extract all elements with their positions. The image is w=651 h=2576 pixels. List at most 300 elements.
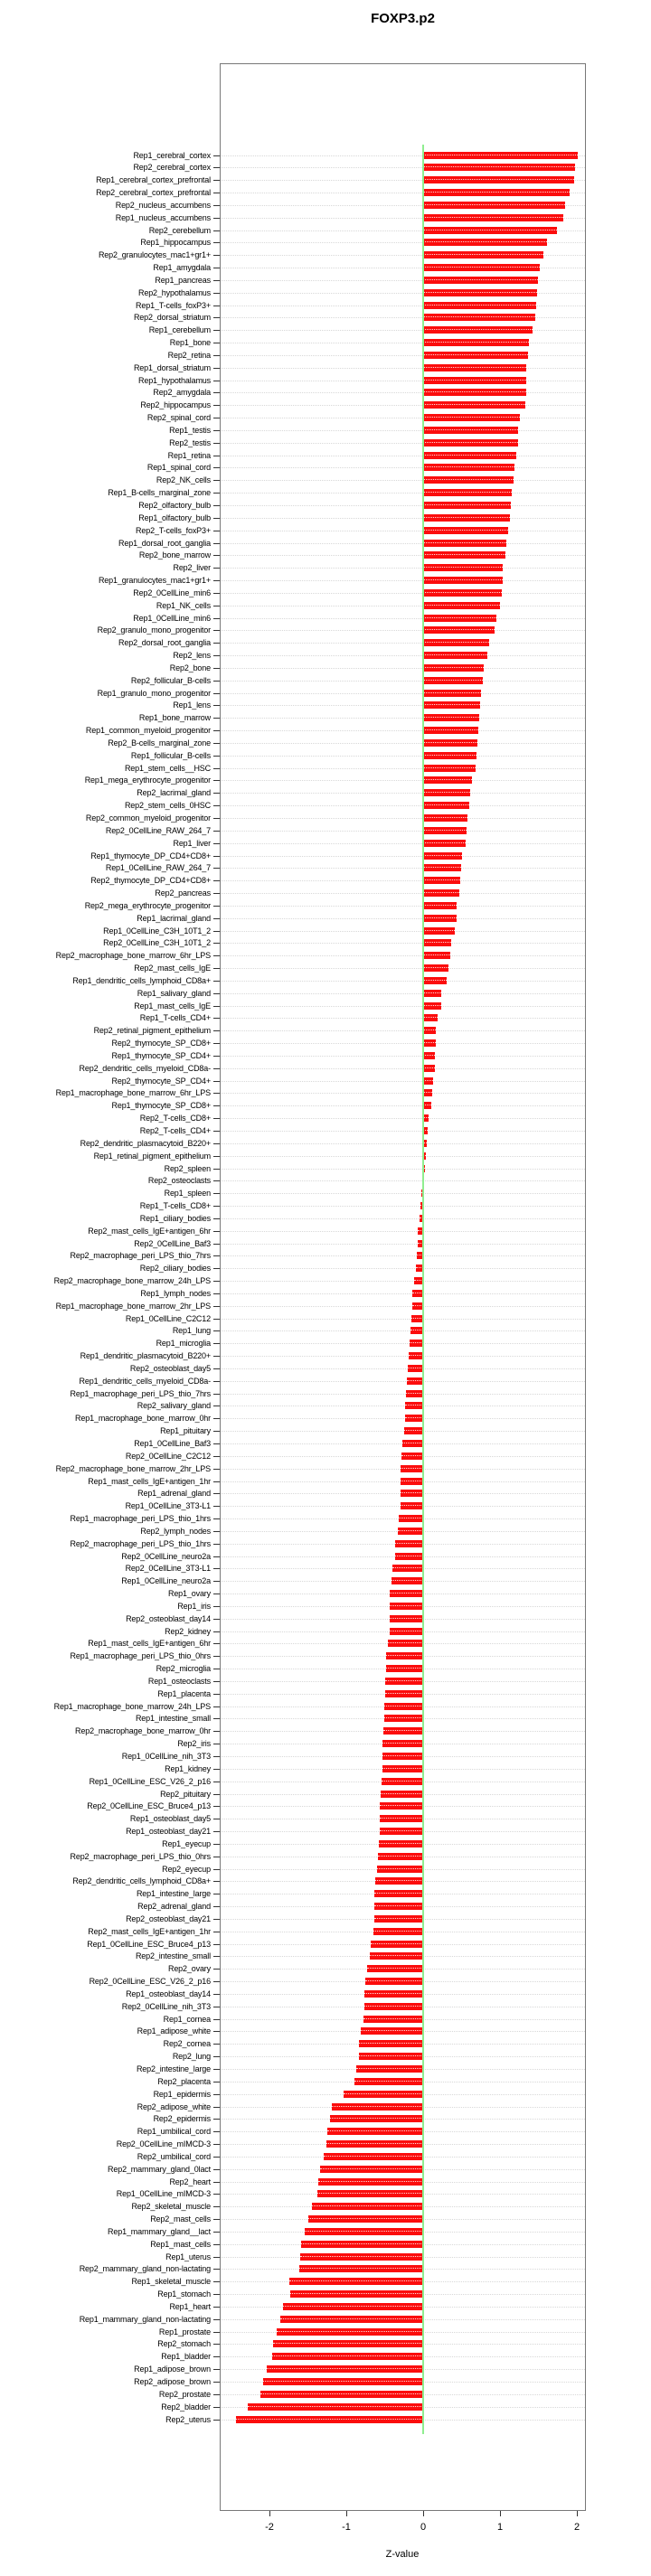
row-axis-tick	[213, 2394, 220, 2395]
row-label: Rep1_macrophage_peri_LPS_thio_1hrs	[70, 1514, 211, 1524]
row-label: Rep1_mast_cells	[150, 2239, 211, 2249]
row-label: Rep1_0CellLine_nih_3T3	[121, 1751, 211, 1761]
row-gridline	[221, 1418, 585, 1419]
bar	[423, 476, 514, 484]
bar	[423, 1089, 432, 1096]
bar-dotted-texture	[423, 605, 500, 606]
bar	[423, 814, 467, 822]
row-axis-tick	[213, 505, 220, 506]
row-axis-tick	[213, 2094, 220, 2095]
row-label: Rep1_0CellLine_mIMCD-3	[116, 2189, 211, 2199]
row-gridline	[221, 856, 585, 857]
bar-dotted-texture	[423, 667, 484, 668]
row-label: Rep2_cerebellum	[148, 225, 211, 235]
row-label: Rep1_pancreas	[155, 275, 211, 285]
bar	[374, 1915, 423, 1923]
row-axis-tick	[213, 2294, 220, 2295]
row-axis-tick	[213, 1806, 220, 1807]
row-axis-tick	[213, 467, 220, 468]
row-label: Rep2_amygdala	[153, 388, 211, 398]
bar	[260, 2391, 423, 2398]
row-axis-tick	[213, 1656, 220, 1657]
row-axis-tick	[213, 2319, 220, 2320]
row-label: Rep1_T-cells_CD4+	[139, 1013, 211, 1023]
row-axis-tick	[213, 2257, 220, 2258]
row-axis-tick	[213, 2069, 220, 2070]
row-label: Rep1_bladder	[161, 2352, 211, 2362]
row-label: Rep2_stem_cells_0HSC	[124, 801, 211, 811]
row-label: Rep2_mammary_gland_non-lactating	[79, 2264, 211, 2274]
bar	[371, 1941, 423, 1948]
row-label: Rep1_follicular_B-cells	[130, 750, 211, 760]
row-axis-tick	[213, 993, 220, 994]
bar	[382, 1753, 423, 1760]
bar	[379, 1840, 423, 1847]
bar	[380, 1802, 423, 1810]
row-label: Rep2_0CellLine_neuro2a	[121, 1551, 211, 1561]
row-axis-tick	[213, 1981, 220, 1982]
row-label: Rep2_stomach	[157, 2339, 211, 2349]
row-axis-tick	[213, 443, 220, 444]
bar	[423, 1065, 435, 1072]
row-label: Rep2_mast_cells_IgE+antigen_6hr	[88, 1226, 211, 1236]
row-axis-tick	[213, 1831, 220, 1832]
row-label: Rep2_0CellLine_C3H_10T1_2	[103, 938, 211, 948]
bar-dotted-texture	[423, 855, 462, 856]
bar-dotted-texture	[405, 1417, 423, 1418]
row-label: Rep2_common_myeloid_progenitor	[85, 813, 211, 823]
bar-dotted-texture	[423, 316, 535, 317]
bar	[423, 827, 467, 834]
row-axis-tick	[213, 1293, 220, 1294]
bar-dotted-texture	[392, 1567, 423, 1568]
bar	[423, 690, 481, 697]
bar	[423, 1027, 436, 1034]
bar	[363, 2016, 423, 2023]
bar	[423, 589, 502, 597]
row-gridline	[221, 955, 585, 956]
bar-dotted-texture	[380, 1818, 423, 1819]
bar	[373, 1928, 423, 1935]
bar-dotted-texture	[386, 1655, 423, 1656]
row-label: Rep1_epidermis	[153, 2089, 211, 2099]
row-label: Rep1_macrophage_bone_marrow_24h_LPS	[53, 1701, 211, 1711]
row-axis-tick	[213, 1394, 220, 1395]
row-axis-tick	[213, 392, 220, 393]
row-gridline	[221, 1255, 585, 1256]
bar	[386, 1652, 423, 1659]
row-axis-tick	[213, 1268, 220, 1269]
row-axis-tick	[213, 1006, 220, 1007]
row-gridline	[221, 543, 585, 544]
bar	[390, 1590, 423, 1597]
row-gridline	[221, 593, 585, 594]
bar	[423, 752, 476, 759]
bar-dotted-texture	[423, 642, 489, 643]
bar-dotted-texture	[423, 492, 512, 493]
bar-dotted-texture	[354, 2081, 423, 2082]
bar	[289, 2278, 423, 2285]
row-gridline	[221, 1244, 585, 1245]
row-label: Rep1_lacrimal_gland	[137, 913, 211, 923]
row-label: Rep1_amygdala	[153, 263, 211, 273]
row-axis-tick	[213, 630, 220, 631]
bar-dotted-texture	[423, 804, 469, 805]
bar-dotted-texture	[308, 2218, 424, 2219]
row-axis-tick	[213, 1694, 220, 1695]
row-label: Rep1_T-cells_CD8+	[139, 1201, 211, 1211]
row-axis-tick	[213, 543, 220, 544]
bar	[423, 352, 528, 359]
row-label: Rep2_T-cells_CD4+	[139, 1126, 211, 1135]
row-axis-tick	[213, 2219, 220, 2220]
row-gridline	[221, 1368, 585, 1369]
x-axis-tick-label: -1	[342, 2522, 351, 2533]
row-axis-tick	[213, 242, 220, 243]
row-label: Rep2_0CellLine_RAW_264_7	[105, 825, 211, 835]
row-axis-tick	[213, 931, 220, 932]
bar-dotted-texture	[318, 2181, 423, 2182]
row-axis-tick	[213, 1756, 220, 1757]
row-label: Rep1_umbilical_cord	[137, 2127, 211, 2137]
row-label: Rep2_osteoblast_day21	[126, 1913, 211, 1923]
row-axis-tick	[213, 893, 220, 894]
bar-dotted-texture	[299, 2268, 423, 2269]
bar-dotted-texture	[382, 1768, 423, 1769]
row-axis-tick	[213, 1169, 220, 1170]
bar-dotted-texture	[364, 1993, 423, 1994]
row-gridline	[221, 1118, 585, 1119]
row-label: Rep1_salivary_gland	[137, 988, 211, 998]
bar	[385, 1690, 424, 1697]
bar-dotted-texture	[423, 466, 514, 467]
row-label: Rep2_epidermis	[153, 2114, 211, 2124]
row-label: Rep1_macrophage_bone_marrow_6hr_LPS	[55, 1088, 211, 1098]
row-label: Rep1_granulo_mono_progenitor	[97, 688, 211, 698]
row-axis-tick	[213, 1706, 220, 1707]
row-axis-tick	[213, 255, 220, 256]
row-axis-tick	[213, 1794, 220, 1795]
bar	[390, 1615, 423, 1622]
row-gridline	[221, 730, 585, 731]
row-axis-tick	[213, 756, 220, 757]
bar	[423, 289, 537, 296]
row-gridline	[221, 1381, 585, 1382]
bar	[324, 2153, 423, 2160]
bar-dotted-texture	[374, 1905, 423, 1906]
row-axis-tick	[213, 205, 220, 206]
row-axis-tick	[213, 681, 220, 682]
row-axis-tick	[213, 1956, 220, 1957]
bar	[386, 1665, 423, 1672]
row-label: Rep2_granulocytes_mac1+gr1+	[98, 250, 211, 260]
bar	[423, 1077, 433, 1085]
row-label: Rep1_macrophage_peri_LPS_thio_0hrs	[70, 1651, 211, 1661]
row-axis-tick	[213, 1056, 220, 1057]
bar-dotted-texture	[401, 1492, 423, 1493]
bar-dotted-texture	[373, 1931, 423, 1932]
row-axis-tick	[213, 1343, 220, 1344]
bar	[277, 2328, 423, 2336]
row-axis-tick	[213, 618, 220, 619]
bar	[423, 776, 472, 784]
row-label: Rep1_0CellLine_C2C12	[125, 1313, 211, 1323]
row-label: Rep2_0CellLine_ESC_V26_2_p16	[89, 1977, 211, 1987]
row-axis-tick	[213, 1619, 220, 1620]
row-label: Rep1_bone	[169, 338, 211, 348]
row-axis-tick	[213, 2281, 220, 2282]
row-gridline	[221, 906, 585, 907]
bar-dotted-texture	[423, 905, 457, 906]
bar	[423, 902, 457, 909]
row-label: Rep2_lymph_nodes	[140, 1526, 211, 1536]
row-label: Rep1_0CellLine_neuro2a	[121, 1576, 211, 1586]
row-axis-tick	[213, 2269, 220, 2270]
bar	[423, 1002, 441, 1010]
row-label: Rep2_macrophage_bone_marrow_6hr_LPS	[55, 951, 211, 961]
bar	[381, 1791, 423, 1798]
bar-dotted-texture	[383, 1730, 423, 1731]
row-axis-tick	[213, 2056, 220, 2057]
bar	[317, 2190, 423, 2197]
bar-dotted-texture	[423, 792, 470, 793]
row-axis-tick	[213, 2244, 220, 2245]
bar-dotted-texture	[273, 2343, 423, 2344]
row-label: Rep1_heart	[169, 2301, 211, 2311]
bar	[423, 464, 514, 471]
bar-dotted-texture	[423, 842, 466, 843]
row-gridline	[221, 718, 585, 719]
row-label: Rep2_placenta	[157, 2076, 211, 2086]
row-label: Rep2_pancreas	[155, 888, 211, 898]
row-axis-tick	[213, 805, 220, 806]
bar-dotted-texture	[423, 329, 533, 330]
row-axis-tick	[213, 743, 220, 744]
bar-dotted-texture	[248, 2406, 423, 2407]
row-axis-tick	[213, 1493, 220, 1494]
bar	[399, 1515, 423, 1522]
row-axis-tick	[213, 1643, 220, 1644]
bar-dotted-texture	[385, 1693, 424, 1694]
row-label: Rep1_retinal_pigment_epithelium	[93, 1151, 211, 1161]
row-axis-tick	[213, 2031, 220, 2032]
bar-dotted-texture	[401, 1505, 424, 1506]
bar	[406, 1390, 423, 1397]
row-axis-tick	[213, 1919, 220, 1920]
bar	[423, 189, 570, 196]
row-axis-tick	[213, 2407, 220, 2408]
row-label: Rep2_0CellLine_ESC_Bruce4_p13	[87, 1801, 211, 1811]
row-gridline	[221, 681, 585, 682]
row-axis-tick	[213, 2131, 220, 2132]
bar	[395, 1540, 423, 1547]
bar	[365, 1978, 423, 1985]
bar-dotted-texture	[423, 530, 508, 531]
bar-dotted-texture	[423, 617, 496, 618]
bar	[385, 1678, 424, 1685]
row-axis-tick	[213, 1231, 220, 1232]
bar-dotted-texture	[423, 1042, 436, 1043]
row-axis-tick	[213, 868, 220, 869]
chart-title: FOXP3.p2	[371, 11, 435, 26]
bar-dotted-texture	[423, 429, 518, 430]
bar-dotted-texture	[280, 2318, 423, 2319]
row-label: Rep1_nucleus_accumbens	[115, 212, 211, 222]
bar	[423, 564, 503, 571]
bar-dotted-texture	[423, 455, 516, 456]
row-gridline	[221, 1169, 585, 1170]
row-label: Rep2_ciliary_bodies	[139, 1264, 211, 1274]
bar	[423, 202, 565, 209]
row-label: Rep1_macrophage_bone_marrow_0hr	[75, 1414, 211, 1424]
row-axis-tick	[213, 317, 220, 318]
bar	[402, 1440, 423, 1447]
row-gridline	[221, 805, 585, 806]
bar-dotted-texture	[423, 954, 450, 955]
bar	[383, 1727, 423, 1735]
row-label: Rep2_adipose_white	[137, 2101, 211, 2111]
bar	[423, 727, 478, 734]
row-label: Rep1_osteoblast_day14	[126, 1988, 211, 1998]
bar-dotted-texture	[423, 917, 457, 918]
bar-dotted-texture	[423, 767, 476, 768]
row-label: Rep1_placenta	[157, 1688, 211, 1698]
bar-dotted-texture	[423, 192, 570, 193]
row-axis-tick	[213, 1093, 220, 1094]
x-axis-tick	[423, 2511, 424, 2516]
bar-dotted-texture	[381, 1793, 423, 1794]
row-gridline	[221, 480, 585, 481]
row-axis-tick	[213, 2307, 220, 2308]
row-label: Rep2_macrophage_bone_marrow_24h_LPS	[53, 1276, 211, 1286]
row-axis-tick	[213, 1356, 220, 1357]
row-label: Rep1_iris	[177, 1601, 211, 1611]
bar-dotted-texture	[423, 292, 537, 293]
bar-dotted-texture	[374, 1893, 423, 1894]
bar	[423, 251, 543, 259]
row-label: Rep2_spleen	[164, 1163, 211, 1173]
bar-dotted-texture	[410, 1342, 423, 1343]
row-label: Rep1_lymph_nodes	[140, 1288, 211, 1298]
row-axis-tick	[213, 1218, 220, 1219]
row-label: Rep1_mega_erythrocyte_progenitor	[84, 776, 211, 785]
row-axis-tick	[213, 2107, 220, 2108]
row-label: Rep1_0CellLine_Baf3	[134, 1438, 211, 1448]
row-axis-tick	[213, 1418, 220, 1419]
bar-dotted-texture	[423, 567, 503, 568]
row-axis-tick	[213, 1481, 220, 1482]
row-gridline	[221, 1043, 585, 1044]
row-axis-tick	[213, 1944, 220, 1945]
row-label: Rep1_retina	[167, 450, 211, 460]
row-label: Rep2_0CellLine_Baf3	[134, 1238, 211, 1248]
bar-dotted-texture	[380, 1830, 423, 1831]
row-label: Rep1_dendritic_cells_lymphoid_CD8a+	[72, 975, 211, 985]
bar-dotted-texture	[423, 942, 451, 943]
bar-dotted-texture	[405, 1405, 423, 1406]
row-axis-tick	[213, 1193, 220, 1194]
row-gridline	[221, 655, 585, 656]
row-label: Rep2_dendritic_plasmacytoid_B220+	[80, 1138, 211, 1148]
row-label: Rep2_cerebral_cortex	[133, 163, 211, 173]
bar-dotted-texture	[423, 342, 529, 343]
bar	[423, 577, 503, 584]
row-axis-tick	[213, 1568, 220, 1569]
row-label: Rep1_dendritic_plasmacytoid_B220+	[80, 1351, 211, 1361]
row-axis-tick	[213, 955, 220, 956]
bar-dotted-texture	[423, 930, 455, 931]
bar-dotted-texture	[370, 1955, 424, 1956]
bar-dotted-texture	[423, 592, 502, 593]
bar	[423, 889, 459, 897]
bar-dotted-texture	[361, 2030, 423, 2031]
bar-dotted-texture	[404, 1430, 423, 1431]
row-label: Rep2_thymocyte_DP_CD4+CD8+	[90, 876, 211, 886]
bar	[423, 652, 487, 659]
bar	[388, 1640, 423, 1647]
row-axis-tick	[213, 293, 220, 294]
bar	[423, 227, 557, 234]
bar	[318, 2178, 423, 2186]
bar	[361, 2027, 423, 2035]
row-label: Rep2_NK_cells	[156, 475, 211, 485]
bar	[423, 915, 457, 922]
row-label: Rep2_retinal_pigment_epithelium	[93, 1026, 211, 1036]
row-label: Rep1_thymocyte_SP_CD8+	[111, 1101, 211, 1111]
row-label: Rep2_liver	[173, 563, 211, 573]
bar-dotted-texture	[300, 2256, 423, 2257]
row-label: Rep2_retina	[167, 350, 211, 360]
bar	[423, 214, 563, 221]
row-gridline	[221, 392, 585, 393]
row-label: Rep1_hippocampus	[140, 238, 211, 248]
row-label: Rep2_pituitary	[160, 1789, 211, 1799]
row-gridline	[221, 405, 585, 406]
row-label: Rep1_thymocyte_SP_CD4+	[111, 1050, 211, 1060]
bar-dotted-texture	[423, 867, 461, 868]
row-label: Rep1_adipose_white	[137, 2026, 211, 2036]
row-axis-tick	[213, 218, 220, 219]
x-axis-tick	[500, 2511, 501, 2516]
row-axis-tick	[213, 580, 220, 581]
x-axis-tick	[346, 2511, 347, 2516]
bar	[380, 1828, 423, 1835]
bar-dotted-texture	[365, 1980, 423, 1981]
bar-dotted-texture	[423, 267, 540, 268]
row-label: Rep2_macrophage_peri_LPS_thio_1hrs	[70, 1538, 211, 1548]
row-gridline	[221, 780, 585, 781]
bar	[404, 1427, 423, 1434]
bar	[423, 639, 489, 646]
row-label: Rep1_stomach	[157, 2289, 211, 2299]
row-gridline	[221, 1156, 585, 1157]
bar-dotted-texture	[377, 1868, 423, 1869]
row-gridline	[221, 1431, 585, 1432]
row-label: Rep2_dendritic_cells_myeloid_CD8a-	[79, 1063, 211, 1073]
row-label: Rep2_cerebral_cortex_prefrontal	[96, 188, 211, 198]
bar	[423, 401, 525, 409]
row-label: Rep2_lung	[172, 2052, 211, 2062]
row-label: Rep2_ovary	[167, 1964, 211, 1974]
row-axis-tick	[213, 918, 220, 919]
row-label: Rep1_olfactory_bulb	[138, 512, 211, 522]
row-gridline	[221, 1105, 585, 1106]
bar	[423, 389, 526, 396]
zero-reference-line	[422, 145, 424, 2434]
bar	[423, 527, 508, 534]
row-axis-tick	[213, 1319, 220, 1320]
bar	[423, 152, 578, 159]
